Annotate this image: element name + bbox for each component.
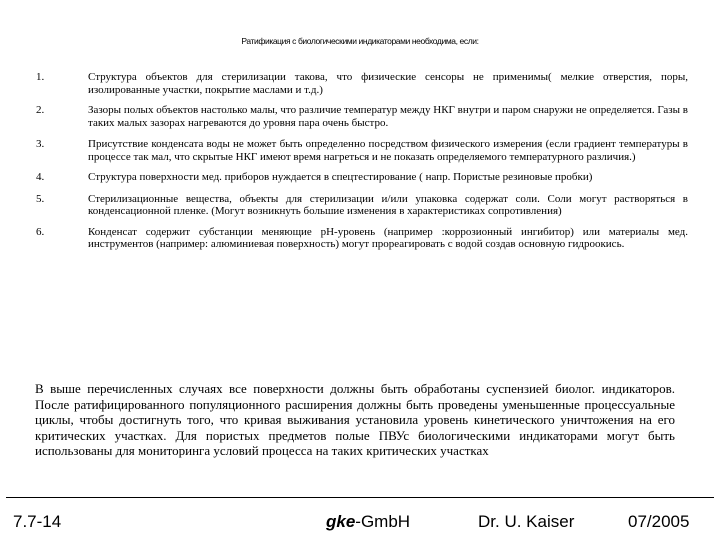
page-title: Ратификация с биологическими индикаторами необходима, если:: [241, 36, 479, 46]
item-text: Присутствие конденсата воды не может быть определенно посредством физического измерения (если градиент температуры в процессе так мал, что скрытые НКГ имеют время нагреться и не показать определяемого температурного различия.): [88, 138, 688, 163]
item-text: Структура объектов для стерилизации такова, что физические сенсоры не применимы( мелкие отверстия, поры, изолированные участки, покрытие маслами и т.д.): [88, 71, 688, 96]
list-item: [36, 138, 688, 163]
item-text: Конденсат содержит субстанции меняющие pH-уровень (например :коррозионный ингибитор) или материалы мед. инструментов (например: алюминиевая поверхность) могут прореагировать с водой создав основную гидроокись.: [88, 225, 688, 250]
list-item: [36, 171, 688, 184]
item-text: Зазоры полых объектов настолько малы, что различие температур между НКГ внутри и паром снаружи не определяется. Газы в таких малых зазорах нагреваются до уровня пара очень быстро.: [88, 104, 688, 129]
item-number: 2.: [36, 104, 45, 116]
list-item: [36, 193, 688, 218]
list-item: [36, 104, 688, 129]
footer-author: Dr. U. Kaiser: [478, 512, 575, 531]
footer-brand-suffix: -GmbH: [355, 512, 411, 531]
footer-brand: gke: [326, 512, 356, 531]
footer-page-number: 7.7-14: [13, 512, 62, 531]
summary-paragraph: В выше перечисленных случаях все поверхности должны быть обработаны суспензией биолог. индикаторов. После ратифицированного популяционного расширения должны быть проведены уменьшенные процессуальные циклы, чтобы достигнуть того, что кривая выживания установила уровень кинетического уничтожения на его критических участках. Для пористых предметов полые ПВУс биологическими индикаторами могут быть использованы для мониторинга условий процесса на таких критических участках: [35, 381, 675, 458]
item-number: 6.: [36, 225, 45, 238]
item-text: Структура поверхности мед. приборов нуждается в спецтестирование ( напр. Пористые резиновые пробки): [88, 171, 593, 183]
footer-divider: [6, 497, 714, 498]
item-number: 1.: [36, 71, 45, 83]
conditions-list: [36, 71, 688, 251]
footer-company: [326, 512, 410, 532]
list-item: [36, 71, 688, 96]
item-number: 5.: [36, 192, 45, 205]
footer-date: 07/2005: [628, 512, 690, 531]
list-item: [36, 226, 688, 251]
item-number: 3.: [36, 138, 45, 150]
item-number: 4.: [36, 171, 45, 183]
item-text: Стерилизационные вещества, объекты для стерилизации и/или упаковка содержат соли. Соли могут растворяться в конденсационной пленке. (Могут возникнуть большие изменения в характеристиках сопротивления): [88, 192, 688, 217]
